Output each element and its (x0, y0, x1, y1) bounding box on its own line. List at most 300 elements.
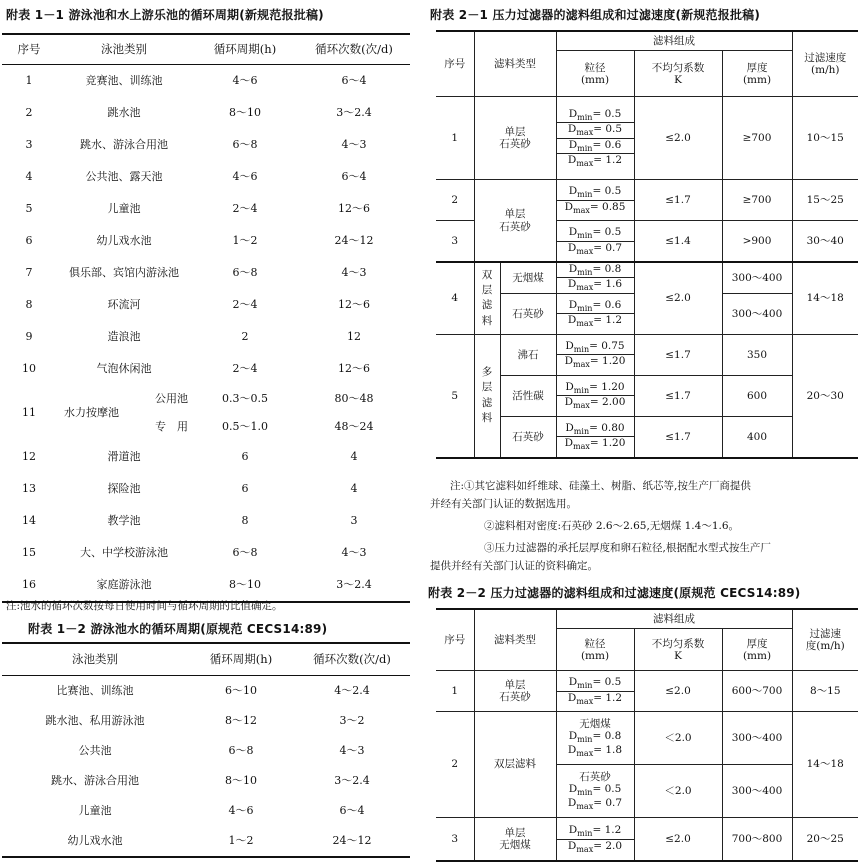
table-cell: 8～10 (225, 773, 257, 787)
table-cell: 24～12 (332, 833, 372, 847)
cell-no: 5 (436, 334, 474, 458)
cell-no: 1 (436, 671, 474, 712)
diameter-value: = 0.5 (592, 676, 622, 689)
diameter-symbol: D (567, 241, 577, 254)
col-header-size (556, 51, 634, 97)
table-cell: 4 (350, 449, 358, 463)
table-row (436, 712, 858, 765)
size-values (557, 730, 634, 759)
material-label: 无烟煤 (579, 717, 611, 730)
diameter-subscript: max (576, 844, 594, 854)
table-row (2, 161, 410, 193)
type-line: 单层 (504, 678, 526, 691)
thickness-unit: (mm) (742, 73, 772, 86)
table-cell: 4～3 (341, 265, 367, 279)
table-row (2, 706, 410, 736)
diameter-line (557, 277, 634, 292)
cell-type (474, 671, 556, 712)
cell-material: 无烟煤 (500, 262, 556, 293)
table-row (2, 65, 410, 98)
diameter-symbol: D (568, 729, 578, 742)
diameter-value: = 0.5 (592, 185, 622, 198)
cell-thickness: 300～400 (722, 765, 792, 818)
diameter-symbol: D (567, 123, 577, 136)
header-row (436, 609, 858, 629)
cell-k: ≤2.0 (634, 262, 722, 334)
diameter-symbol: D (567, 153, 577, 166)
col-header-type: 滤料类型 (474, 31, 556, 97)
massage-pool-label: 水力按摩池 (64, 406, 119, 419)
cell-no: 1 (436, 97, 474, 180)
diameter-line (557, 691, 634, 706)
diameter-subscript: max (576, 319, 594, 329)
table-1-1-body-b (2, 441, 410, 602)
table-cell: 13 (22, 481, 36, 495)
table-cell: 造浪池 (107, 329, 141, 343)
diameter-line (557, 263, 634, 277)
table-cell: 8～12 (225, 713, 257, 727)
table-cell: 1～2 (228, 833, 254, 847)
cell-category (474, 334, 500, 458)
table-cell: 3～2.4 (336, 577, 372, 591)
table-1-2-caption: 附表 1－2 游泳池水的循环周期(原规范 CECS14:89) (28, 622, 328, 636)
cell-no: 3 (436, 221, 474, 263)
cell-material: 活性碳 (500, 375, 556, 416)
diameter-subscript: min (577, 190, 593, 200)
cell-k: ≤2.0 (634, 97, 722, 180)
cell-period: 0.5～1.0 (222, 419, 268, 433)
cell-type (474, 818, 556, 862)
diameter-value: = 0.5 (593, 123, 623, 136)
table-1-1-body-a (2, 65, 410, 386)
table-cell: 12 (347, 329, 361, 343)
table-cell: 3～2.4 (334, 773, 370, 787)
category-char: 层 (481, 381, 493, 394)
table-cell: 跳水、游泳合用池 (51, 773, 139, 787)
table-cell: 4～6 (228, 803, 254, 817)
diameter-value: = 0.6 (592, 138, 622, 151)
table-1-1-row-11 (2, 385, 410, 441)
col-header-no: 序号 (436, 31, 474, 97)
table-cell: 幼儿戏水池 (67, 833, 123, 847)
diameter-value: = 1.2 (592, 824, 622, 837)
table-cell: 气泡休闲池 (96, 361, 152, 375)
diameter-subscript: max (573, 360, 590, 370)
table-cell: 6～4 (341, 169, 367, 183)
table-2-2 (436, 608, 858, 862)
cell-speed: 14～18 (792, 262, 858, 334)
diameter-subscript: min (577, 268, 593, 278)
col-header: 序号 (17, 41, 41, 56)
table-cell: 4 (350, 481, 358, 495)
diameter-subscript: max (576, 696, 594, 706)
diameter-value: = 0.80 (589, 421, 625, 434)
diameter-value: = 2.0 (593, 839, 623, 852)
table-cell: 3～2 (339, 713, 365, 727)
diameter-line (557, 824, 634, 838)
diameter-value: = 1.2 (593, 314, 623, 327)
cell-type (474, 180, 556, 263)
table-cell: 探险池 (107, 481, 141, 495)
table-cell: 儿童池 (107, 201, 141, 215)
diameter-symbol: D (568, 185, 578, 198)
diameter-value: = 0.5 (592, 107, 622, 120)
category-char: 料 (481, 314, 493, 327)
cell-thickness: 300～400 (722, 712, 792, 765)
table-cell: 幼儿戏水池 (96, 233, 152, 247)
table-row (2, 766, 410, 796)
table-cell: 3～2.4 (336, 105, 372, 119)
table-1-1 (2, 33, 410, 603)
cell-size (556, 262, 634, 293)
table-cell: 竞赛池、训练池 (85, 73, 163, 87)
table-cell: 14 (22, 513, 36, 527)
diameter-value: = 0.7 (593, 797, 623, 810)
col-header-speed (792, 31, 858, 97)
table-cell: 1 (25, 73, 33, 87)
table-cell: 6 (25, 233, 33, 247)
diameter-subscript: max (576, 749, 594, 759)
cell-name (56, 385, 192, 441)
table-header-row (2, 34, 410, 65)
table-2-1 (436, 30, 858, 459)
diameter-subscript: max (576, 128, 594, 138)
diameter-value: = 0.5 (592, 782, 622, 795)
cell-k: ≤2.0 (634, 671, 722, 712)
table-cell: 6～10 (225, 683, 257, 697)
speed-unit: (m/h) (811, 64, 840, 76)
table-cell: 4～2.4 (334, 683, 370, 697)
table-cell: 6～8 (232, 137, 258, 151)
speed-unit: 度(m/h) (805, 640, 845, 652)
diameter-symbol: D (568, 263, 578, 275)
cell-thickness: ≥700 (722, 180, 792, 221)
diameter-subscript: max (573, 442, 590, 452)
cell-thickness: 300～400 (722, 293, 792, 334)
table-cell: 8 (25, 297, 33, 311)
table-cell: 6 (241, 449, 249, 463)
public-pool-label: 公用池 (155, 392, 188, 405)
category-char: 滤 (481, 299, 493, 312)
diameter-subscript: max (573, 401, 590, 411)
note-line: 提供并经有关部门认证的资料确定。 (430, 560, 598, 572)
diameter-subscript: min (577, 231, 593, 241)
diameter-symbol: D (567, 691, 577, 704)
cell-no: 11 (22, 405, 36, 419)
diameter-symbol: D (565, 339, 574, 352)
table-row (2, 473, 410, 505)
diameter-subscript: max (576, 283, 594, 293)
table-cell: 跳水、游泳合用池 (80, 137, 168, 151)
diameter-symbol: D (567, 839, 577, 852)
diameter-symbol: D (568, 782, 578, 795)
diameter-symbol: D (568, 676, 578, 689)
category-char: 层 (481, 284, 493, 297)
cell-size (556, 97, 634, 180)
diameter-symbol: D (564, 396, 574, 409)
table-row (2, 441, 410, 473)
table-row (436, 262, 858, 293)
table-row (2, 796, 410, 826)
diameter-value: = 1.2 (593, 153, 623, 166)
cell-k: ＜2.0 (634, 765, 722, 818)
cell-period: 0.3～0.5 (222, 391, 268, 405)
speed-label: 过滤速度 (804, 51, 847, 64)
type-line: 无烟煤 (499, 839, 531, 851)
size-label: 粒径 (584, 61, 606, 74)
table-cell: 2 (241, 329, 249, 343)
table-cell: 9 (25, 329, 33, 343)
cell-thickness: >900 (722, 221, 792, 263)
col-header-group: 滤料组成 (556, 609, 792, 629)
table-cell: 8～10 (229, 577, 261, 591)
col-header-k (634, 51, 722, 97)
diameter-value: = 1.6 (593, 278, 623, 291)
diameter-subscript: max (576, 158, 594, 168)
diameter-line (557, 676, 634, 690)
table-cell: 8～10 (229, 105, 261, 119)
cell-thickness: ≥700 (722, 97, 792, 180)
cell-type (474, 97, 556, 180)
cell-thickness: 600～700 (722, 671, 792, 712)
cell-material: 沸石 (500, 334, 556, 375)
speed-label: 过滤速 (809, 627, 841, 640)
table-cell: 12 (22, 449, 36, 463)
material-label: 石英砂 (579, 770, 611, 783)
cell-speed: 20～30 (792, 334, 858, 458)
table-2-1-caption: 附表 2－1 压力过滤器的滤料组成和过滤速度(新规范报批稿) (430, 8, 761, 22)
cell-size (556, 293, 634, 334)
table-cell: 4～3 (341, 545, 367, 559)
diameter-subscript: min (577, 143, 593, 153)
cell-k: ≤2.0 (634, 818, 722, 862)
table-cell: 公共池 (78, 743, 112, 757)
table-cell: 俱乐部、宾馆内游泳池 (69, 265, 179, 279)
diameter-line (557, 200, 634, 215)
diameter-subscript: min (577, 303, 593, 313)
table-1-1-note: 注:池水的循环次数按每日使用时间与循环周期的比值确定。 (6, 600, 283, 612)
category-char: 双 (481, 268, 493, 281)
diameter-value: = 1.8 (593, 744, 623, 757)
col-header-size (556, 629, 634, 671)
diameter-line (557, 783, 634, 797)
col-header-no: 序号 (436, 609, 474, 671)
table-cell: 4 (25, 169, 33, 183)
diameter-symbol: D (565, 380, 574, 393)
size-unit: (mm) (580, 73, 610, 86)
table-row (436, 671, 858, 712)
table-cell: 2 (25, 105, 33, 119)
diameter-symbol: D (564, 200, 574, 213)
diameter-value: = 0.85 (589, 200, 626, 213)
private-pool-label: 专 用 (155, 420, 188, 433)
diameter-value: = 0.7 (593, 241, 623, 254)
cell-k: ≤1.7 (634, 334, 722, 375)
type-line: 石英砂 (499, 691, 531, 703)
table-1-2-body (2, 676, 410, 858)
col-header: 循环次数(次/d) (313, 651, 391, 666)
diameter-line (557, 354, 634, 369)
size-label: 粒径 (584, 637, 606, 650)
table-cell: 2～4 (232, 297, 258, 311)
table-row (2, 289, 410, 321)
diameter-subscript: max (576, 802, 594, 812)
cell-material: 石英砂 (500, 416, 556, 458)
category-char: 多 (481, 366, 493, 379)
cell-speed: 20～25 (792, 818, 858, 862)
diameter-line (557, 797, 634, 811)
table-cell: 6～4 (341, 73, 367, 87)
k-label: 不均匀系数 (651, 637, 705, 650)
cell-speed: 14～18 (792, 712, 858, 818)
cell-material: 石英砂 (500, 293, 556, 334)
col-header-group: 滤料组成 (556, 31, 792, 51)
table-cell: 跳水池、私用游泳池 (45, 713, 145, 727)
table-cell: 2～4 (232, 361, 258, 375)
cell-count: 48～24 (334, 419, 374, 433)
table-row (2, 505, 410, 537)
col-header-k (634, 629, 722, 671)
table-2-2-caption: 附表 2－2 压力过滤器的滤料组成和过滤速度(原规范 CECS14:89) (428, 586, 801, 600)
cell-size (556, 765, 634, 818)
table-row (2, 97, 410, 129)
col-header-thickness (722, 629, 792, 671)
cell-no: 4 (436, 262, 474, 334)
col-header: 泳池类别 (101, 41, 147, 56)
diameter-subscript: min (577, 681, 593, 691)
cell-k: ≤1.7 (634, 375, 722, 416)
cell-size (556, 712, 634, 765)
k-unit: K (674, 73, 682, 86)
category-char: 滤 (481, 396, 493, 409)
diameter-line (557, 226, 634, 240)
diameter-subscript: min (577, 829, 593, 839)
diameter-value: = 1.20 (589, 355, 626, 368)
diameter-value: = 0.75 (589, 339, 625, 352)
table-cell: 滑道池 (107, 449, 141, 463)
diameter-subscript: min (573, 344, 590, 354)
cell-speed: 15～25 (792, 180, 858, 221)
table-1-1-caption: 附表 1－1 游泳池和水上游乐池的循环周期(新规范报批稿) (6, 8, 324, 22)
diameter-symbol: D (565, 421, 574, 434)
table-cell: 5 (25, 201, 33, 215)
table-cell: 4～3 (341, 137, 367, 151)
diameter-value: = 1.20 (589, 437, 626, 450)
col-header: 循环次数(次/d) (315, 41, 393, 56)
k-unit: K (674, 649, 682, 662)
cell-no: 2 (436, 180, 474, 221)
cell-no: 2 (436, 712, 474, 818)
table-row (2, 385, 410, 413)
diameter-line (557, 839, 634, 854)
table-row (2, 225, 410, 257)
diameter-symbol: D (567, 797, 577, 810)
cell-k: ≤1.7 (634, 180, 722, 221)
type-line: 单层 (504, 208, 526, 221)
table-cell: 12～6 (338, 297, 370, 311)
type-line: 石英砂 (499, 220, 531, 233)
table-row (2, 321, 410, 353)
note-line: ③压力过滤器的承托层厚度和卵石粒径,根据配水型式按生产厂 (484, 542, 771, 554)
cell-thickness: 350 (722, 334, 792, 375)
note-line: ②滤料相对密度:石英砂 2.6～2.65,无烟煤 1.4～1.6。 (484, 520, 740, 532)
table-cell: 8 (241, 513, 249, 527)
cell-size (556, 221, 634, 263)
diameter-symbol: D (564, 437, 574, 450)
cell-size (556, 334, 634, 375)
thickness-label: 厚度 (746, 61, 768, 74)
diameter-value: = 0.5 (592, 226, 622, 239)
table-cell: 2～4 (232, 201, 258, 215)
col-header: 循环周期(h) (209, 651, 273, 666)
note-line: 并经有关部门认证的数据选用。 (430, 498, 577, 510)
table-row (436, 818, 858, 862)
table-cell: 7 (25, 265, 33, 279)
table-1-2 (2, 642, 410, 858)
cell-speed: 30～40 (792, 221, 858, 263)
diameter-subscript: min (573, 385, 590, 395)
diameter-symbol: D (568, 298, 578, 311)
diameter-symbol: D (568, 226, 578, 239)
table-cell: 公共池、露天池 (85, 169, 163, 183)
table-cell: 15 (22, 545, 36, 559)
diameter-symbol: D (568, 138, 578, 151)
k-label: 不均匀系数 (651, 61, 705, 74)
cell-thickness: 300～400 (722, 262, 792, 293)
table-row (2, 537, 410, 569)
diameter-value: = 0.8 (592, 263, 622, 275)
table-cell: 家庭游泳池 (96, 577, 152, 591)
diameter-symbol: D (567, 278, 577, 291)
table-cell: 教学池 (107, 513, 141, 527)
diameter-line (557, 436, 634, 451)
diameter-value: = 0.8 (592, 729, 622, 742)
table-row (436, 180, 858, 221)
diameter-line (557, 340, 634, 354)
diameter-subscript: min (573, 426, 590, 436)
cell-thickness: 400 (722, 416, 792, 458)
table-cell: 10 (22, 361, 36, 375)
diameter-line (557, 138, 634, 153)
diameter-subscript: max (576, 246, 594, 256)
header-row (436, 31, 858, 51)
type-line: 单层 (504, 125, 526, 138)
cell-size (556, 671, 634, 712)
table-cell: 4～6 (232, 73, 258, 87)
table-cell: 4～6 (232, 169, 258, 183)
table-cell: 儿童池 (78, 803, 112, 817)
table-cell: 3 (350, 513, 358, 527)
table-cell: 6～8 (232, 545, 258, 559)
table-row (2, 193, 410, 225)
diameter-value: = 1.2 (593, 691, 623, 704)
table-header-row (2, 643, 410, 676)
type-line: 石英砂 (499, 138, 531, 150)
thickness-label: 厚度 (746, 637, 768, 650)
diameter-symbol: D (567, 314, 577, 327)
table-cell: 6 (241, 481, 249, 495)
table-cell: 1～2 (232, 233, 258, 247)
cell-size (556, 375, 634, 416)
diameter-value: = 0.6 (592, 298, 622, 311)
cell-size (556, 416, 634, 458)
size-unit: (mm) (580, 649, 610, 662)
table-row (436, 97, 858, 180)
diameter-line (557, 381, 634, 395)
cell-speed: 8～15 (792, 671, 858, 712)
diameter-line (557, 730, 634, 744)
cell-speed: 10～15 (792, 97, 858, 180)
